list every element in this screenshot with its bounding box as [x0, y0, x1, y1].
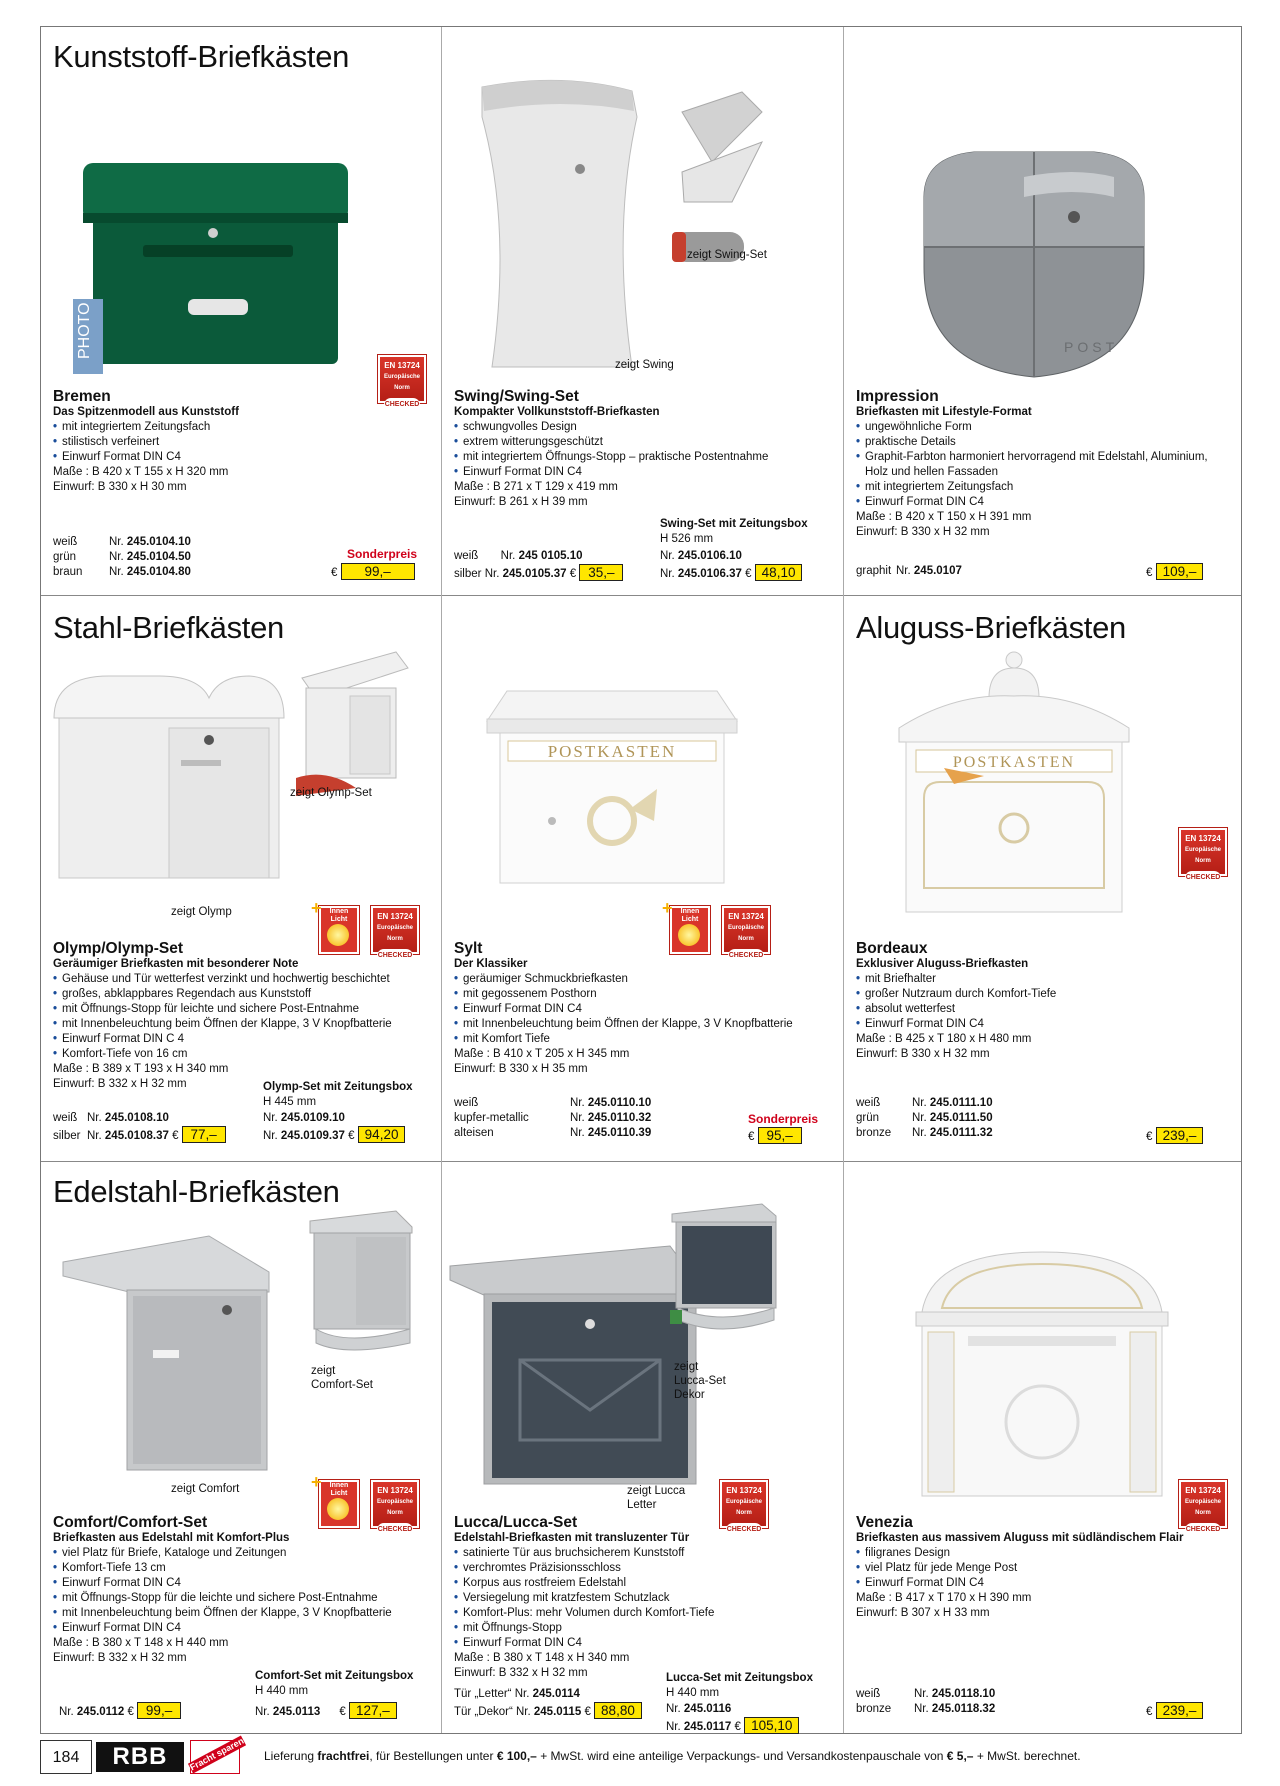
order-row: weiß Nr. 245.0104.10	[53, 536, 191, 548]
special-price-label: Sonderpreis	[347, 547, 418, 561]
slot-dimensions: Einwurf: B 332 x H 32 mm	[53, 1652, 187, 1664]
comfort-set-image	[306, 1207, 416, 1357]
order-row: silber Nr. 245.0108.37 € 77,–	[53, 1126, 226, 1144]
product-swing	[442, 27, 843, 595]
slot-dimensions: Einwurf: B 261 x H 39 mm	[454, 496, 588, 508]
price-tag: € 95,–	[748, 1127, 802, 1145]
shipping-note: Lieferung frachtfrei, für Bestellungen unter € 100,– + MwSt. wird eine anteilige Verpackungs- und Versandkostenpauschale von € 5,– + MwSt. berechnet.	[264, 1749, 1081, 1763]
feature-item: • satinierte Tür aus bruchsicherem Kunststoff	[454, 1546, 837, 1561]
set-info: Lucca-Set mit Zeitungsbox H 440 mm	[666, 1672, 813, 1699]
innenlicht-bulb-icon: Innen Licht +	[670, 906, 710, 954]
set-info: Swing-Set mit Zeitungsbox H 526 mm	[660, 518, 808, 545]
feature-item: • ungewöhnliche Form	[856, 420, 1227, 435]
order-row: weiß Nr. 245 0105.10	[454, 550, 583, 562]
feature-item: • Komfort-Tiefe von 16 cm	[53, 1047, 435, 1062]
price-tag: 77,–	[182, 1126, 226, 1143]
row-stahl-aluguss	[41, 596, 1241, 1161]
slot-dimensions: Einwurf: B 330 x H 32 mm	[856, 526, 990, 538]
dimensions: Maße : B 420 x T 155 x H 320 mm	[53, 466, 229, 478]
product-description	[856, 405, 1227, 540]
feature-item: • großes, abklappbares Regendach aus Kunststoff	[53, 987, 435, 1002]
feature-item: • Einwurf Format DIN C4	[454, 465, 837, 480]
feature-item: • Einwurf Format DIN C4	[53, 450, 435, 465]
order-list	[856, 1687, 995, 1717]
price-tag: 88,80	[594, 1702, 642, 1719]
feature-item: • verchromtes Präzisionsschloss	[454, 1561, 837, 1576]
set-info: Olymp-Set mit Zeitungsbox H 445 mm	[263, 1081, 413, 1108]
image-caption: zeigt Swing-Set	[687, 249, 767, 261]
order-row: Nr. 245.0117 € 105,10	[666, 1717, 799, 1735]
product-subtitle: Exklusiver Aluguss-Briefkasten	[856, 958, 1029, 970]
product-subtitle: Der Klassiker	[454, 958, 528, 970]
feature-item: • stilistisch verfeinert	[53, 435, 435, 450]
image-caption: zeigt Swing	[615, 359, 674, 371]
feature-item: • absolut wetterfest	[856, 1002, 1237, 1017]
feature-list	[53, 972, 435, 1062]
lid-lettering: POST	[1064, 339, 1119, 355]
innenlicht-bulb-icon: Innen Licht +	[319, 906, 359, 954]
feature-list	[454, 972, 837, 1047]
row-kunststoff	[41, 27, 1241, 595]
feature-item: • viel Platz für jede Menge Post	[856, 1561, 1237, 1576]
catalog-page	[40, 26, 1242, 1734]
feature-item: • Komfort-Tiefe 13 cm	[53, 1561, 435, 1576]
product-description	[454, 1531, 837, 1681]
order-row: Tür „Letter“ Nr. 245.0114	[454, 1688, 580, 1700]
price-tag: 35,–	[579, 564, 623, 581]
order-row: Nr. 245.0109.37 € 94,20	[263, 1126, 405, 1144]
sylt-mailbox-image	[482, 681, 742, 891]
feature-item: • Komfort-Plus: mehr Volumen durch Komfort-Tiefe	[454, 1606, 837, 1621]
order-row: Nr. 245.0106.37 € 48,10	[660, 564, 802, 582]
dimensions: Maße : B 410 x T 205 x H 345 mm	[454, 1048, 630, 1060]
set-price-tag: 105,10	[744, 1717, 799, 1734]
set-order-list	[660, 549, 802, 582]
product-name: Sylt	[454, 940, 483, 957]
dimensions: Maße : B 417 x T 170 x H 390 mm	[856, 1592, 1032, 1604]
order-row: bronze Nr. 245.0111.32	[856, 1127, 993, 1139]
product-subtitle: Kompakter Vollkunststoff-Briefkasten	[454, 406, 660, 418]
product-name: Bremen	[53, 388, 111, 405]
order-row: graphit Nr. 245.0107	[856, 565, 962, 577]
order-row: grün Nr. 245.0111.50	[856, 1112, 993, 1124]
feature-item: • schwungvolles Design	[454, 420, 837, 435]
feature-item: • mit integriertem Zeitungsfach	[53, 420, 435, 435]
product-impression	[844, 27, 1243, 595]
product-bordeaux	[844, 596, 1243, 1161]
set-price-tag: 127,–	[349, 1702, 397, 1719]
order-row: braun Nr. 245.0104.80	[53, 566, 191, 578]
product-bremen	[41, 27, 441, 595]
set-order-list	[263, 1111, 405, 1144]
feature-item: • Einwurf Format DIN C4	[856, 495, 1227, 510]
order-row: kupfer-metallic Nr. 245.0110.32	[454, 1112, 652, 1124]
set-order-row: Nr. 245.0113 € 127,–	[255, 1702, 397, 1720]
feature-item: • mit gegossenem Posthorn	[454, 987, 837, 1002]
product-description	[53, 957, 435, 1092]
feature-item: • extrem witterungsgeschützt	[454, 435, 837, 450]
dimensions: Maße : B 380 x T 148 x H 440 mm	[53, 1637, 229, 1649]
slot-dimensions: Einwurf: B 332 x H 32 mm	[53, 1078, 187, 1090]
row-edelstahl	[41, 1162, 1241, 1735]
page-number: 184	[40, 1740, 92, 1774]
olymp-mailbox-image	[49, 668, 289, 888]
image-caption: zeigt Lucca Letter	[627, 1485, 686, 1511]
feature-item: • Einwurf Format DIN C4	[454, 1002, 837, 1017]
page-footer	[40, 1735, 1242, 1776]
order-list	[53, 535, 191, 580]
feature-list	[454, 1546, 837, 1651]
feature-item: • Einwurf Format DIN C4	[856, 1576, 1237, 1591]
order-row: Nr. 245.0109.10	[263, 1112, 345, 1124]
en13724-checked-badge: EN 13724 Europäische Norm CHECKED	[1179, 1480, 1227, 1528]
bremen-mailbox-image	[73, 149, 363, 379]
feature-list	[53, 1546, 435, 1636]
feature-item: • filigranes Design	[856, 1546, 1237, 1561]
feature-list	[454, 420, 837, 480]
order-list	[856, 1096, 993, 1141]
venezia-mailbox-image	[912, 1252, 1172, 1502]
impression-mailbox-image	[914, 137, 1154, 387]
innenlicht-bulb-icon: Innen Licht +	[319, 1480, 359, 1528]
dimensions: Maße : B 271 x T 129 x 419 mm	[454, 481, 618, 493]
product-name: Impression	[856, 388, 939, 405]
feature-item: • mit Innenbeleuchtung beim Öffnen der Klappe, 3 V Knopfbatterie	[53, 1606, 435, 1621]
product-name: Venezia	[856, 1514, 913, 1531]
dimensions: Maße : B 420 x T 150 x H 391 mm	[856, 511, 1032, 523]
order-row: weiß Nr. 245.0108.10	[53, 1112, 169, 1124]
image-caption: zeigt Comfort	[171, 1483, 240, 1495]
product-description	[454, 957, 837, 1077]
product-name: Olymp/Olymp-Set	[53, 940, 184, 957]
en13724-checked-badge: EN 13724 Europäische Norm CHECKED	[722, 906, 770, 954]
product-description	[53, 405, 435, 495]
bordeaux-mailbox-image	[894, 648, 1134, 918]
feature-item: • mit integriertem Öffnungs-Stopp – praktische Postentnahme	[454, 450, 837, 465]
order-row: alteisen Nr. 245.0110.39	[454, 1127, 652, 1139]
price-tag: 99,–	[137, 1702, 181, 1719]
set-price-tag: 48,10	[755, 564, 803, 581]
feature-item: • Gehäuse und Tür wetterfest verzinkt und hochwertig beschichtet	[53, 972, 435, 987]
feature-item: • praktische Details	[856, 435, 1227, 450]
slot-dimensions: Einwurf: B 332 x H 32 mm	[454, 1667, 588, 1679]
product-description	[454, 405, 837, 510]
dimensions: Maße : B 425 x T 180 x H 480 mm	[856, 1033, 1032, 1045]
order-row: weiß Nr. 245.0111.10	[856, 1097, 993, 1109]
slot-dimensions: Einwurf: B 307 x H 33 mm	[856, 1607, 990, 1619]
order-row: Nr. 245.0106.10	[660, 550, 742, 562]
price-tag: € 109,–	[1146, 563, 1203, 581]
product-subtitle: Briefkasten aus massivem Aluguss mit südländischem Flair	[856, 1532, 1184, 1544]
feature-list	[856, 1546, 1237, 1591]
image-caption: zeigt Lucca-Set Dekor	[674, 1361, 726, 1401]
feature-list	[856, 420, 1227, 510]
price-tag: € 239,–	[1146, 1702, 1203, 1720]
fracht-sparen-logo: Fracht sparen	[188, 1735, 246, 1773]
section-title-stahl: Stahl-Briefkästen	[53, 610, 284, 645]
feature-item: • mit Öffnungs-Stopp für leichte und sichere Post-Entnahme	[53, 1002, 435, 1017]
price-tag: € 99,–	[331, 563, 415, 581]
en13724-checked-badge: EN 13724 Europäische Norm CHECKED	[371, 1480, 419, 1528]
product-subtitle: Briefkasten aus Edelstahl mit Komfort-Plus	[53, 1532, 290, 1544]
feature-item: • Versiegelung mit kratzfestem Schutzlack	[454, 1591, 837, 1606]
feature-item: • geräumiger Schmuckbriefkasten	[454, 972, 837, 987]
section-title-edelstahl: Edelstahl-Briefkästen	[53, 1174, 340, 1209]
product-description	[856, 957, 1237, 1062]
feature-item: • Korpus aus rostfreiem Edelstahl	[454, 1576, 837, 1591]
lid-lettering: POSTKASTEN	[547, 742, 677, 761]
price-tag: € 239,–	[1146, 1127, 1203, 1145]
en13724-checked-badge: EN 13724 Europäische Norm CHECKED	[1179, 828, 1227, 876]
product-subtitle: Edelstahl-Briefkasten mit transluzenter Tür	[454, 1532, 690, 1544]
feature-item: • mit Komfort Tiefe	[454, 1032, 837, 1047]
image-caption: zeigt Comfort-Set	[311, 1365, 373, 1391]
product-description	[53, 1531, 435, 1666]
feature-item: • viel Platz für Briefe, Kataloge und Zeitungen	[53, 1546, 435, 1561]
feature-item: • mit Briefhalter	[856, 972, 1237, 987]
order-row: Tür „Dekor“ Nr. 245.0115 € 88,80	[454, 1702, 642, 1720]
set-price-tag: 94,20	[358, 1126, 406, 1143]
product-venezia	[844, 1162, 1243, 1735]
dimensions: Maße : B 380 x T 148 x H 340 mm	[454, 1652, 630, 1664]
en13724-checked-badge: EN 13724 Europäische Norm CHECKED	[371, 906, 419, 954]
product-description	[856, 1531, 1237, 1621]
order-list	[53, 1111, 226, 1144]
product-olymp	[41, 596, 441, 1161]
image-caption: zeigt Olymp	[171, 906, 232, 918]
product-name: Bordeaux	[856, 940, 928, 957]
order-row: Nr. 245.0116	[666, 1703, 732, 1715]
feature-item: • mit Öffnungs-Stopp für die leichte und sichere Post-Entnahme	[53, 1591, 435, 1606]
feature-item: • Einwurf Format DIN C4	[856, 1017, 1237, 1032]
lucca-mailbox-image	[450, 1240, 700, 1490]
feature-item: • mit Innenbeleuchtung beim Öffnen der Klappe, 3 V Knopfbatterie	[454, 1017, 837, 1032]
rbb-logo: RBB	[96, 1742, 184, 1772]
order-row: Nr. 245.0112 € 99,–	[59, 1702, 181, 1720]
feature-item: • mit Öffnungs-Stopp	[454, 1621, 837, 1636]
svg-text:PHOTO: PHOTO	[76, 302, 93, 359]
feature-item: • Graphit-Farbton harmoniert hervorragend mit Edelstahl, Aluminium, Holz und hellen Fassaden	[856, 450, 1227, 480]
set-order-list	[666, 1702, 799, 1735]
product-comfort	[41, 1162, 441, 1735]
comfort-mailbox-image	[59, 1232, 279, 1482]
slot-dimensions: Einwurf: B 330 x H 30 mm	[53, 481, 187, 493]
product-name: Comfort/Comfort-Set	[53, 1514, 208, 1531]
order-list	[454, 1687, 642, 1720]
feature-item: • Einwurf Format DIN C4	[53, 1621, 435, 1636]
product-subtitle: Das Spitzenmodell aus Kunststoff	[53, 406, 239, 418]
feature-item: • Einwurf Format DIN C4	[53, 1576, 435, 1591]
section-title-kunststoff: Kunststoff-Briefkästen	[53, 39, 350, 74]
swing-mailbox-image	[462, 77, 657, 377]
feature-item: • mit integriertem Zeitungsfach	[856, 480, 1227, 495]
slot-dimensions: Einwurf: B 330 x H 32 mm	[856, 1048, 990, 1060]
set-info: Comfort-Set mit Zeitungsbox H 440 mm	[255, 1670, 414, 1697]
olymp-set-image	[296, 648, 416, 798]
feature-item: • Einwurf Format DIN C 4	[53, 1032, 435, 1047]
image-caption: zeigt Olymp-Set	[290, 787, 372, 799]
feature-list	[53, 420, 435, 465]
section-title-aluguss: Aluguss-Briefkästen	[856, 610, 1126, 645]
special-price-label: Sonderpreis	[748, 1112, 819, 1126]
feature-item: • Einwurf Format DIN C4	[454, 1636, 837, 1651]
order-list	[454, 549, 623, 582]
order-list	[454, 1096, 651, 1141]
product-name: Swing/Swing-Set	[454, 388, 579, 405]
slot-dimensions: Einwurf: B 330 x H 35 mm	[454, 1063, 588, 1075]
feature-item: • mit Innenbeleuchtung beim Öffnen der Klappe, 3 V Knopfbatterie	[53, 1017, 435, 1032]
order-row: weiß Nr. 245.0118.10	[856, 1688, 996, 1700]
lid-lettering: POSTKASTEN	[952, 754, 1076, 771]
lucca-set-image	[670, 1202, 780, 1342]
product-name: Lucca/Lucca-Set	[454, 1514, 578, 1531]
order-row: grün Nr. 245.0104.50	[53, 551, 191, 563]
en13724-checked-badge: EN 13724 Europäische Norm CHECKED	[720, 1480, 768, 1528]
feature-list	[856, 972, 1237, 1032]
feature-item: • großer Nutzraum durch Komfort-Tiefe	[856, 987, 1237, 1002]
order-row: weiß Nr. 245.0110.10	[454, 1097, 652, 1109]
en13724-checked-badge: EN 13724 Europäische Norm CHECKED	[378, 355, 426, 403]
product-lucca	[442, 1162, 843, 1735]
order-row: bronze Nr. 245.0118.32	[856, 1703, 996, 1715]
order-row: silber Nr. 245.0105.37 € 35,–	[454, 564, 623, 582]
dimensions: Maße : B 389 x T 193 x H 340 mm	[53, 1063, 229, 1075]
product-sylt	[442, 596, 843, 1161]
product-subtitle: Briefkasten mit Lifestyle-Format	[856, 406, 1032, 418]
product-subtitle: Geräumiger Briefkasten mit besonderer Note	[53, 958, 299, 970]
